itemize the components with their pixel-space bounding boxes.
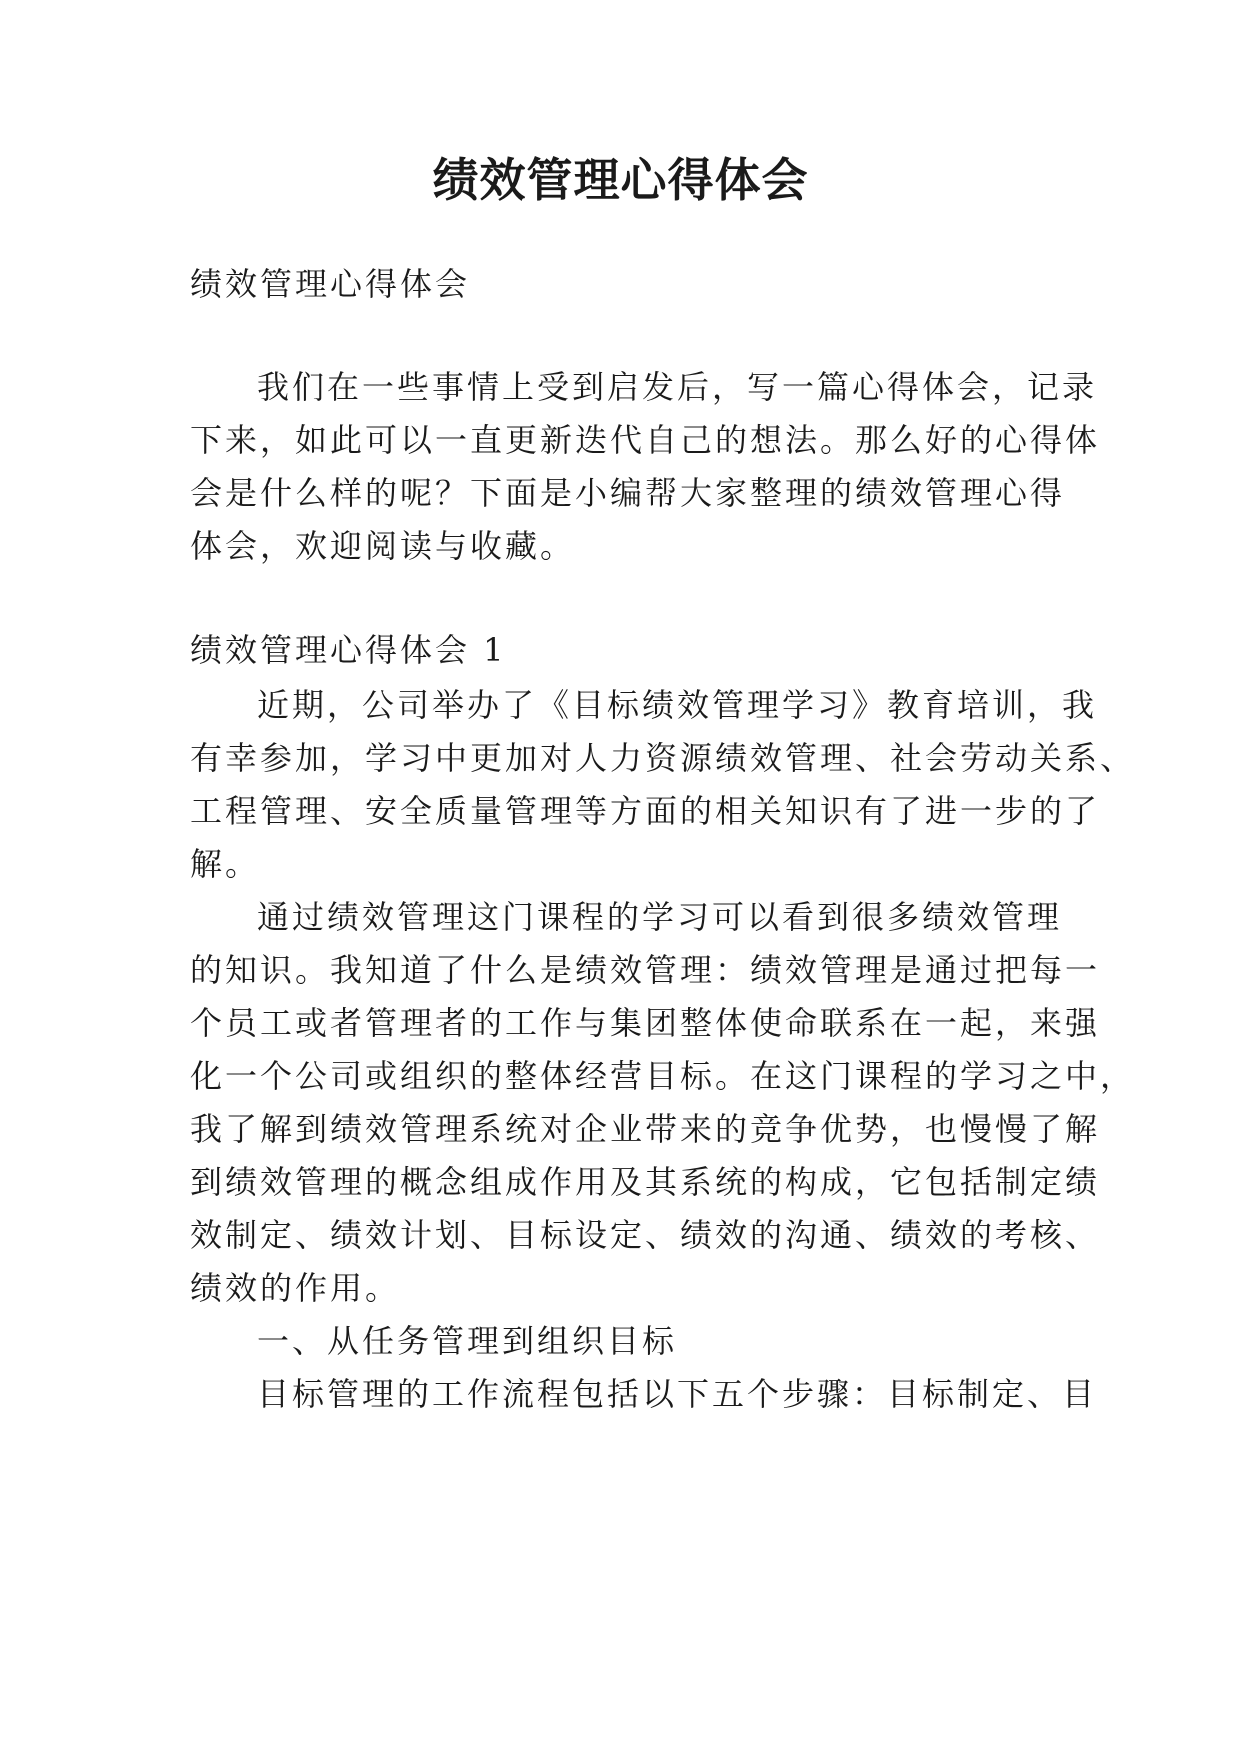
paragraph-line: 我了解到绩效管理系统对企业带来的竞争优势，也慢慢了解 [190, 1110, 1101, 1148]
paragraph-line: 化一个公司或组织的整体经营目标。在这门课程的学习之中， [190, 1057, 1136, 1095]
paragraph-line: 目标管理的工作流程包括以下五个步骤：目标制定、目 [257, 1375, 1098, 1413]
document-title: 绩效管理心得体会 [432, 153, 809, 207]
paragraph-line: 绩效的作用。 [190, 1269, 401, 1307]
section-heading: 绩效管理心得体会 1 [190, 631, 507, 669]
paragraph-line: 效制定、绩效计划、目标设定、绩效的沟通、绩效的考核、 [190, 1216, 1101, 1254]
paragraph-line: 到绩效管理的概念组成作用及其系统的构成，它包括制定绩 [190, 1163, 1101, 1201]
paragraph-line: 的知识。我知道了什么是绩效管理：绩效管理是通过把每一 [190, 951, 1101, 989]
paragraph-line: 个员工或者管理者的工作与集团整体使命联系在一起，来强 [190, 1004, 1101, 1042]
paragraph-line: 近期，公司举办了《目标绩效管理学习》教育培训，我 [257, 686, 1098, 724]
paragraph-line: 工程管理、安全质量管理等方面的相关知识有了进一步的了 [190, 792, 1101, 830]
intro-line: 会是什么样的呢？下面是小编帮大家整理的绩效管理心得 [190, 474, 1066, 512]
paragraph-line: 解。 [190, 845, 261, 883]
paragraph-line: 通过绩效管理这门课程的学习可以看到很多绩效管理 [257, 898, 1063, 936]
subheading: 一、从任务管理到组织目标 [257, 1322, 678, 1360]
intro-line: 我们在一些事情上受到启发后，写一篇心得体会，记录 [257, 368, 1098, 406]
intro-line: 下来，如此可以一直更新迭代自己的想法。那么好的心得体 [190, 421, 1101, 459]
subtitle: 绩效管理心得体会 [190, 265, 471, 303]
paragraph-line: 有幸参加，学习中更加对人力资源绩效管理、社会劳动关系、 [190, 739, 1136, 777]
intro-line: 体会，欢迎阅读与收藏。 [190, 527, 576, 565]
